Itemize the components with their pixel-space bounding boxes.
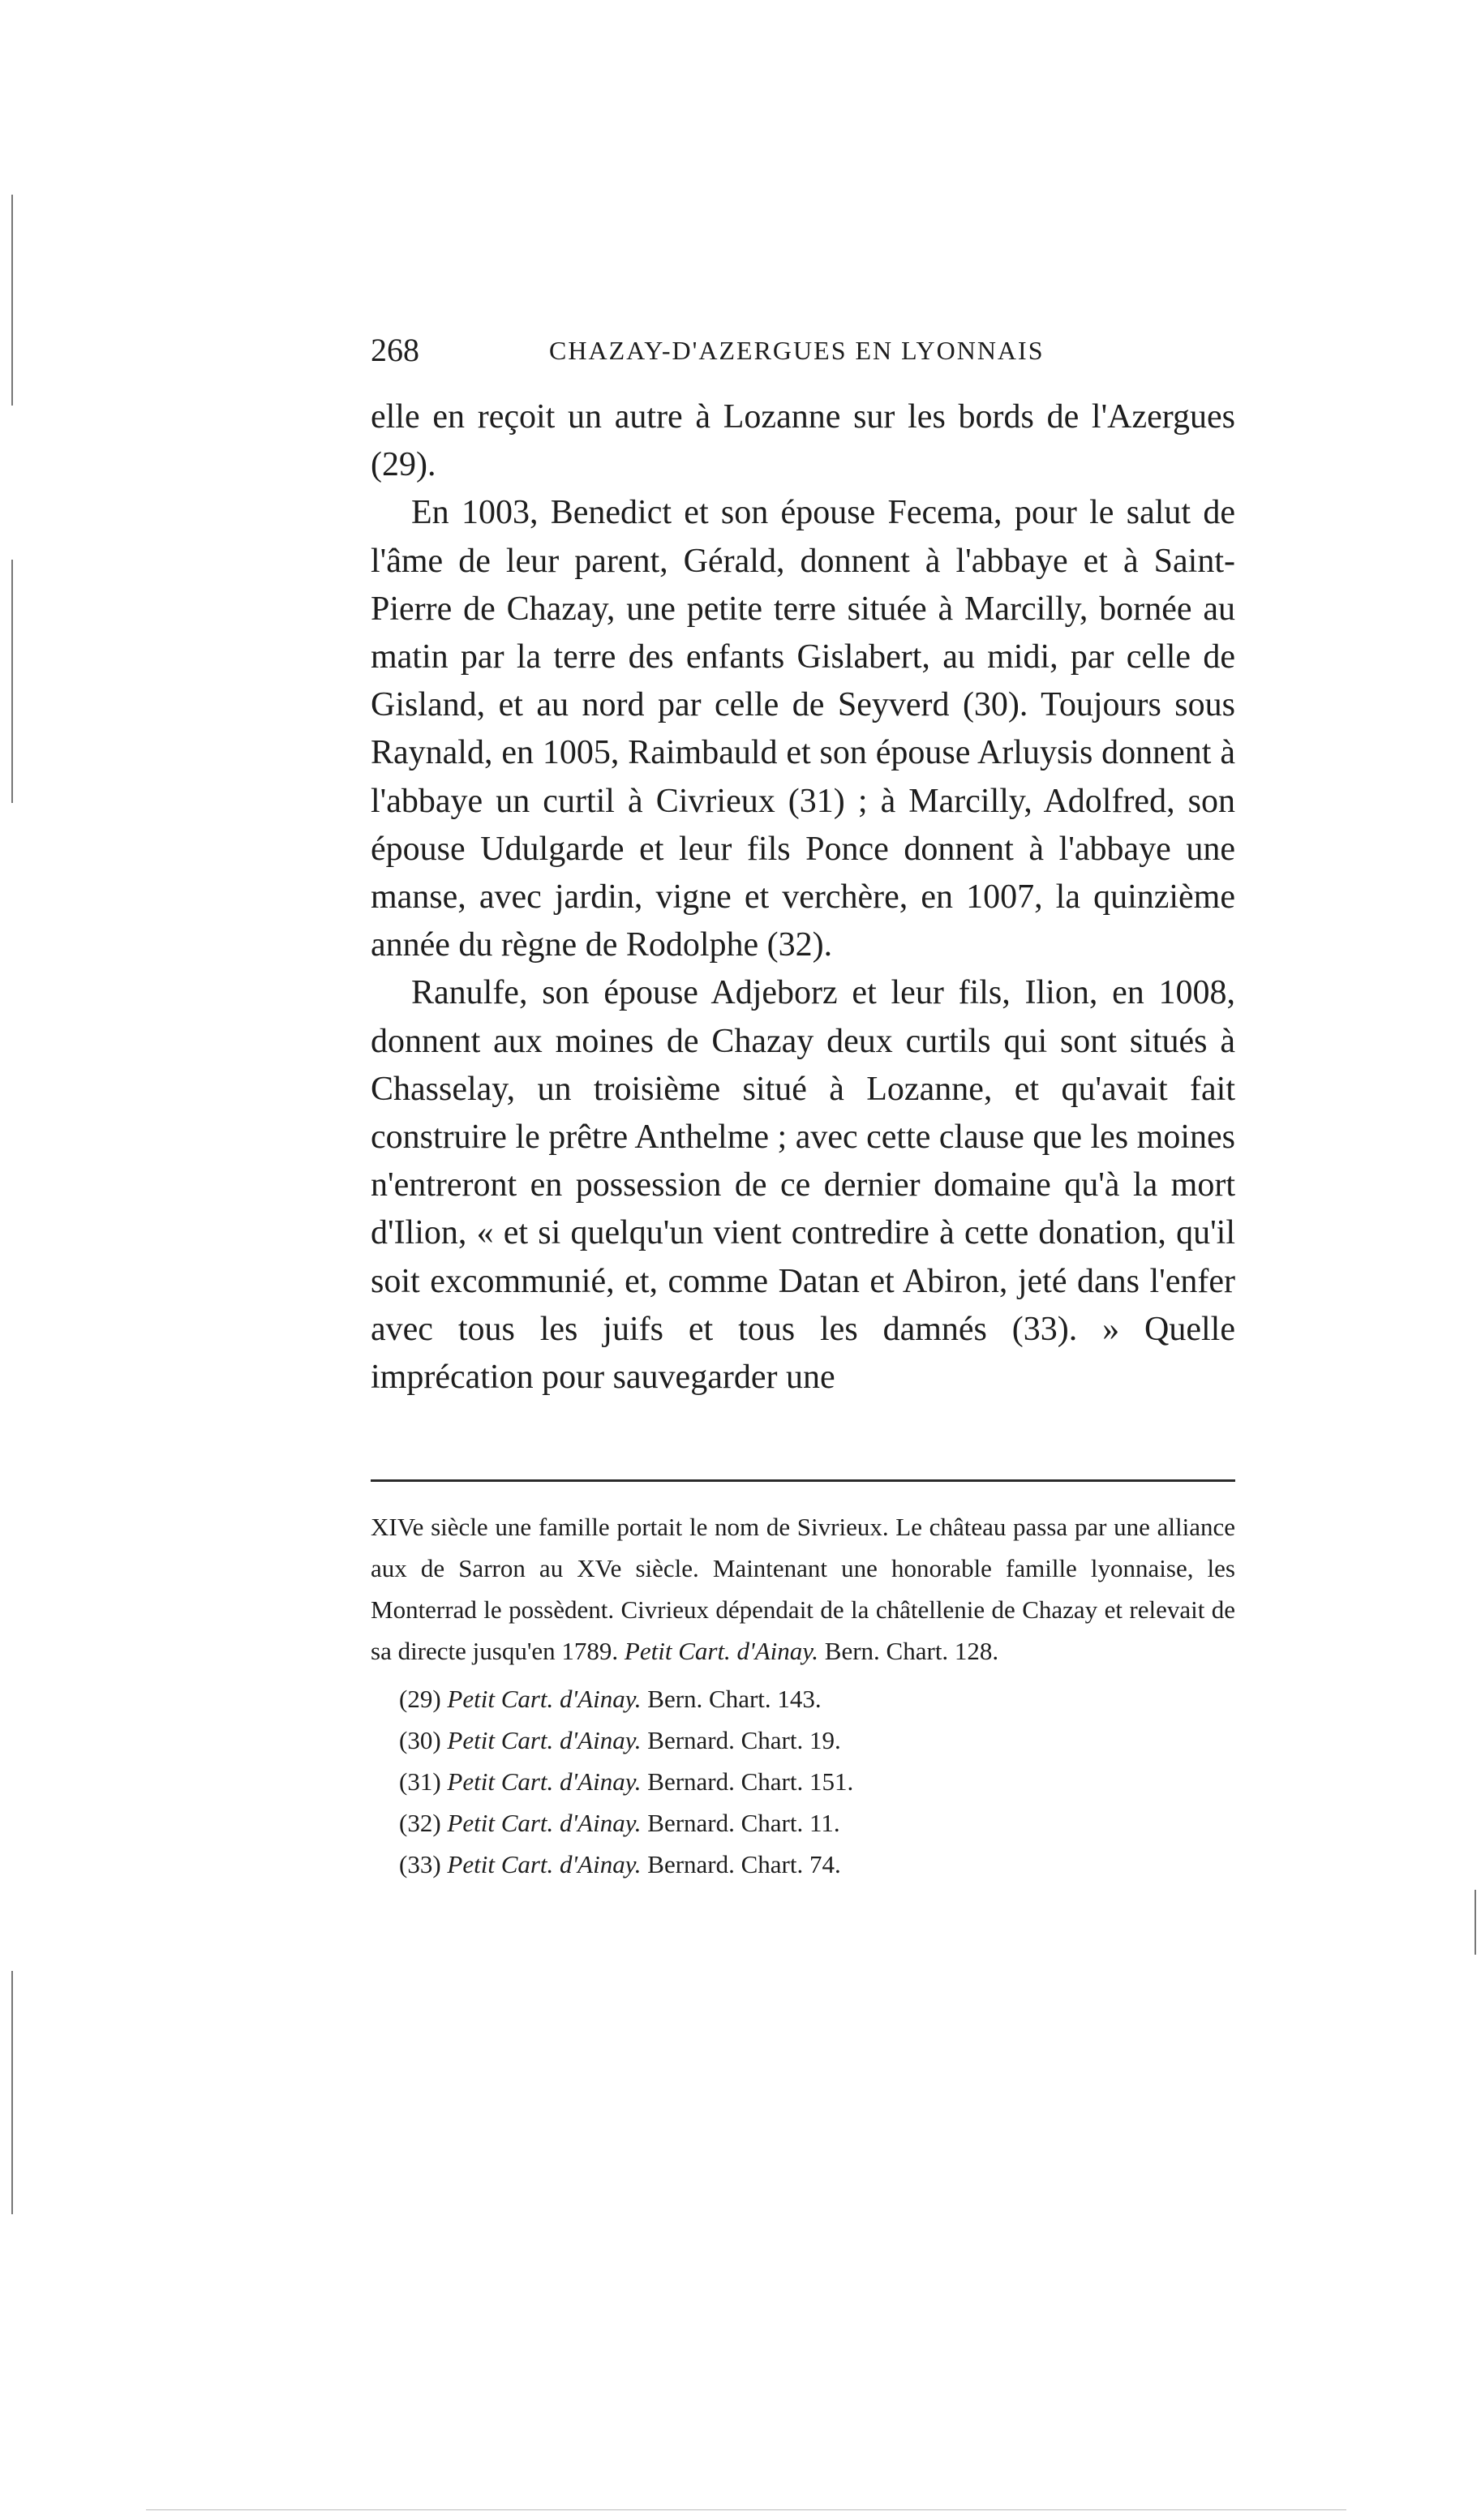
running-head: CHAZAY-D'AZERGUES EN LYONNAIS bbox=[549, 336, 1045, 365]
footnote-list bbox=[371, 1678, 1235, 1885]
footnote-ref: Petit Cart. d'Ainay. bbox=[447, 1809, 642, 1837]
footnotes bbox=[371, 1506, 1235, 1885]
page-number: 268 bbox=[371, 332, 419, 368]
footnote-text: Bernard. Chart. 11. bbox=[641, 1809, 840, 1837]
scan-mark bbox=[11, 1971, 13, 2214]
footnote-number: (30) bbox=[399, 1726, 441, 1754]
footnote-continuation-ref: Petit Cart. d'Ainay. bbox=[624, 1637, 819, 1665]
scan-mark bbox=[146, 2509, 1346, 2510]
footnote-continuation-text: XIVe siècle une famille portait le nom de Sivrieux. Le château passa par une alliance aux de Sarron au XVe siècle. Maintenant une honorable famille lyonnaise, les Monterrad le possèdent. Civrieux dépendait de la châtellenie de Chazay et relevait de sa directe jusqu'en 1789. bbox=[371, 1513, 1235, 1665]
footnote-text: Bernard. Chart. 74. bbox=[641, 1850, 841, 1878]
footnote-31 bbox=[371, 1761, 1235, 1802]
main-text bbox=[371, 393, 1235, 1402]
footnote-number: (31) bbox=[399, 1767, 441, 1796]
scan-mark bbox=[1475, 1890, 1476, 1955]
footnote-29 bbox=[371, 1678, 1235, 1719]
footnote-text: Bern. Chart. 143. bbox=[641, 1685, 822, 1713]
paragraph-3: Ranulfe, son épouse Adjeborz et leur fils, Ilion, en 1008, donnent aux moines de Chazay deux curtils qui sont situés à Chasselay, un troisième situé à Lozanne, et qu'avait fait construire le prêtre Anthelme ; avec cette clause que les moines n'entreront en possession de ce dernier domaine qu'à la mort d'Ilion, « et si quelqu'un vient contredire à cette donation, qu'il soit excommunié, et, comme Datan et Abiron, jeté dans l'enfer avec tous les juifs et tous les damnés (33). » Quelle imprécation pour sauvegarder une bbox=[371, 974, 1235, 1397]
paragraph-2: En 1003, Benedict et son épouse Fecema, pour le salut de l'âme de leur parent, Gérald, donnent à l'abbaye et à Saint-Pierre de Chazay, une petite terre située à Marcilly, bornée au matin par la terre des enfants Gislabert, au midi, par celle de Gisland, et au nord par celle de Seyverd (30). Toujours sous Raynald, en 1005, Raimbauld et son épouse Arluysis donnent à l'abbaye un curtil à Civrieux (31) ; à Marcilly, Adolfred, son épouse Udulgarde et leur fils Ponce donnent à l'abbaye une manse, avec jardin, vigne et verchère, en 1007, la quinzième année du règne de Rodolphe (32). bbox=[371, 494, 1235, 964]
footnote-30 bbox=[371, 1719, 1235, 1761]
footnote-continuation bbox=[371, 1506, 1235, 1672]
paragraph-1: elle en reçoit un autre à Lozanne sur les bords de l'Azergues (29). bbox=[371, 398, 1235, 484]
footnote-32 bbox=[371, 1802, 1235, 1844]
footnote-continuation-tail: Bern. Chart. 128. bbox=[818, 1637, 999, 1665]
footnote-text: Bernard. Chart. 19. bbox=[641, 1726, 841, 1754]
footnote-number: (33) bbox=[399, 1850, 441, 1878]
footnote-33 bbox=[371, 1844, 1235, 1885]
page-header bbox=[371, 326, 1238, 375]
scan-mark bbox=[11, 195, 13, 406]
footnote-rule bbox=[371, 1479, 1235, 1482]
footnote-ref: Petit Cart. d'Ainay. bbox=[447, 1726, 642, 1754]
footnote-ref: Petit Cart. d'Ainay. bbox=[447, 1767, 642, 1796]
footnote-ref: Petit Cart. d'Ainay. bbox=[447, 1850, 642, 1878]
footnote-text: Bernard. Chart. 151. bbox=[641, 1767, 854, 1796]
scan-mark bbox=[11, 560, 13, 803]
footnote-ref: Petit Cart. d'Ainay. bbox=[447, 1685, 642, 1713]
footnote-number: (32) bbox=[399, 1809, 441, 1837]
footnote-number: (29) bbox=[399, 1685, 441, 1713]
